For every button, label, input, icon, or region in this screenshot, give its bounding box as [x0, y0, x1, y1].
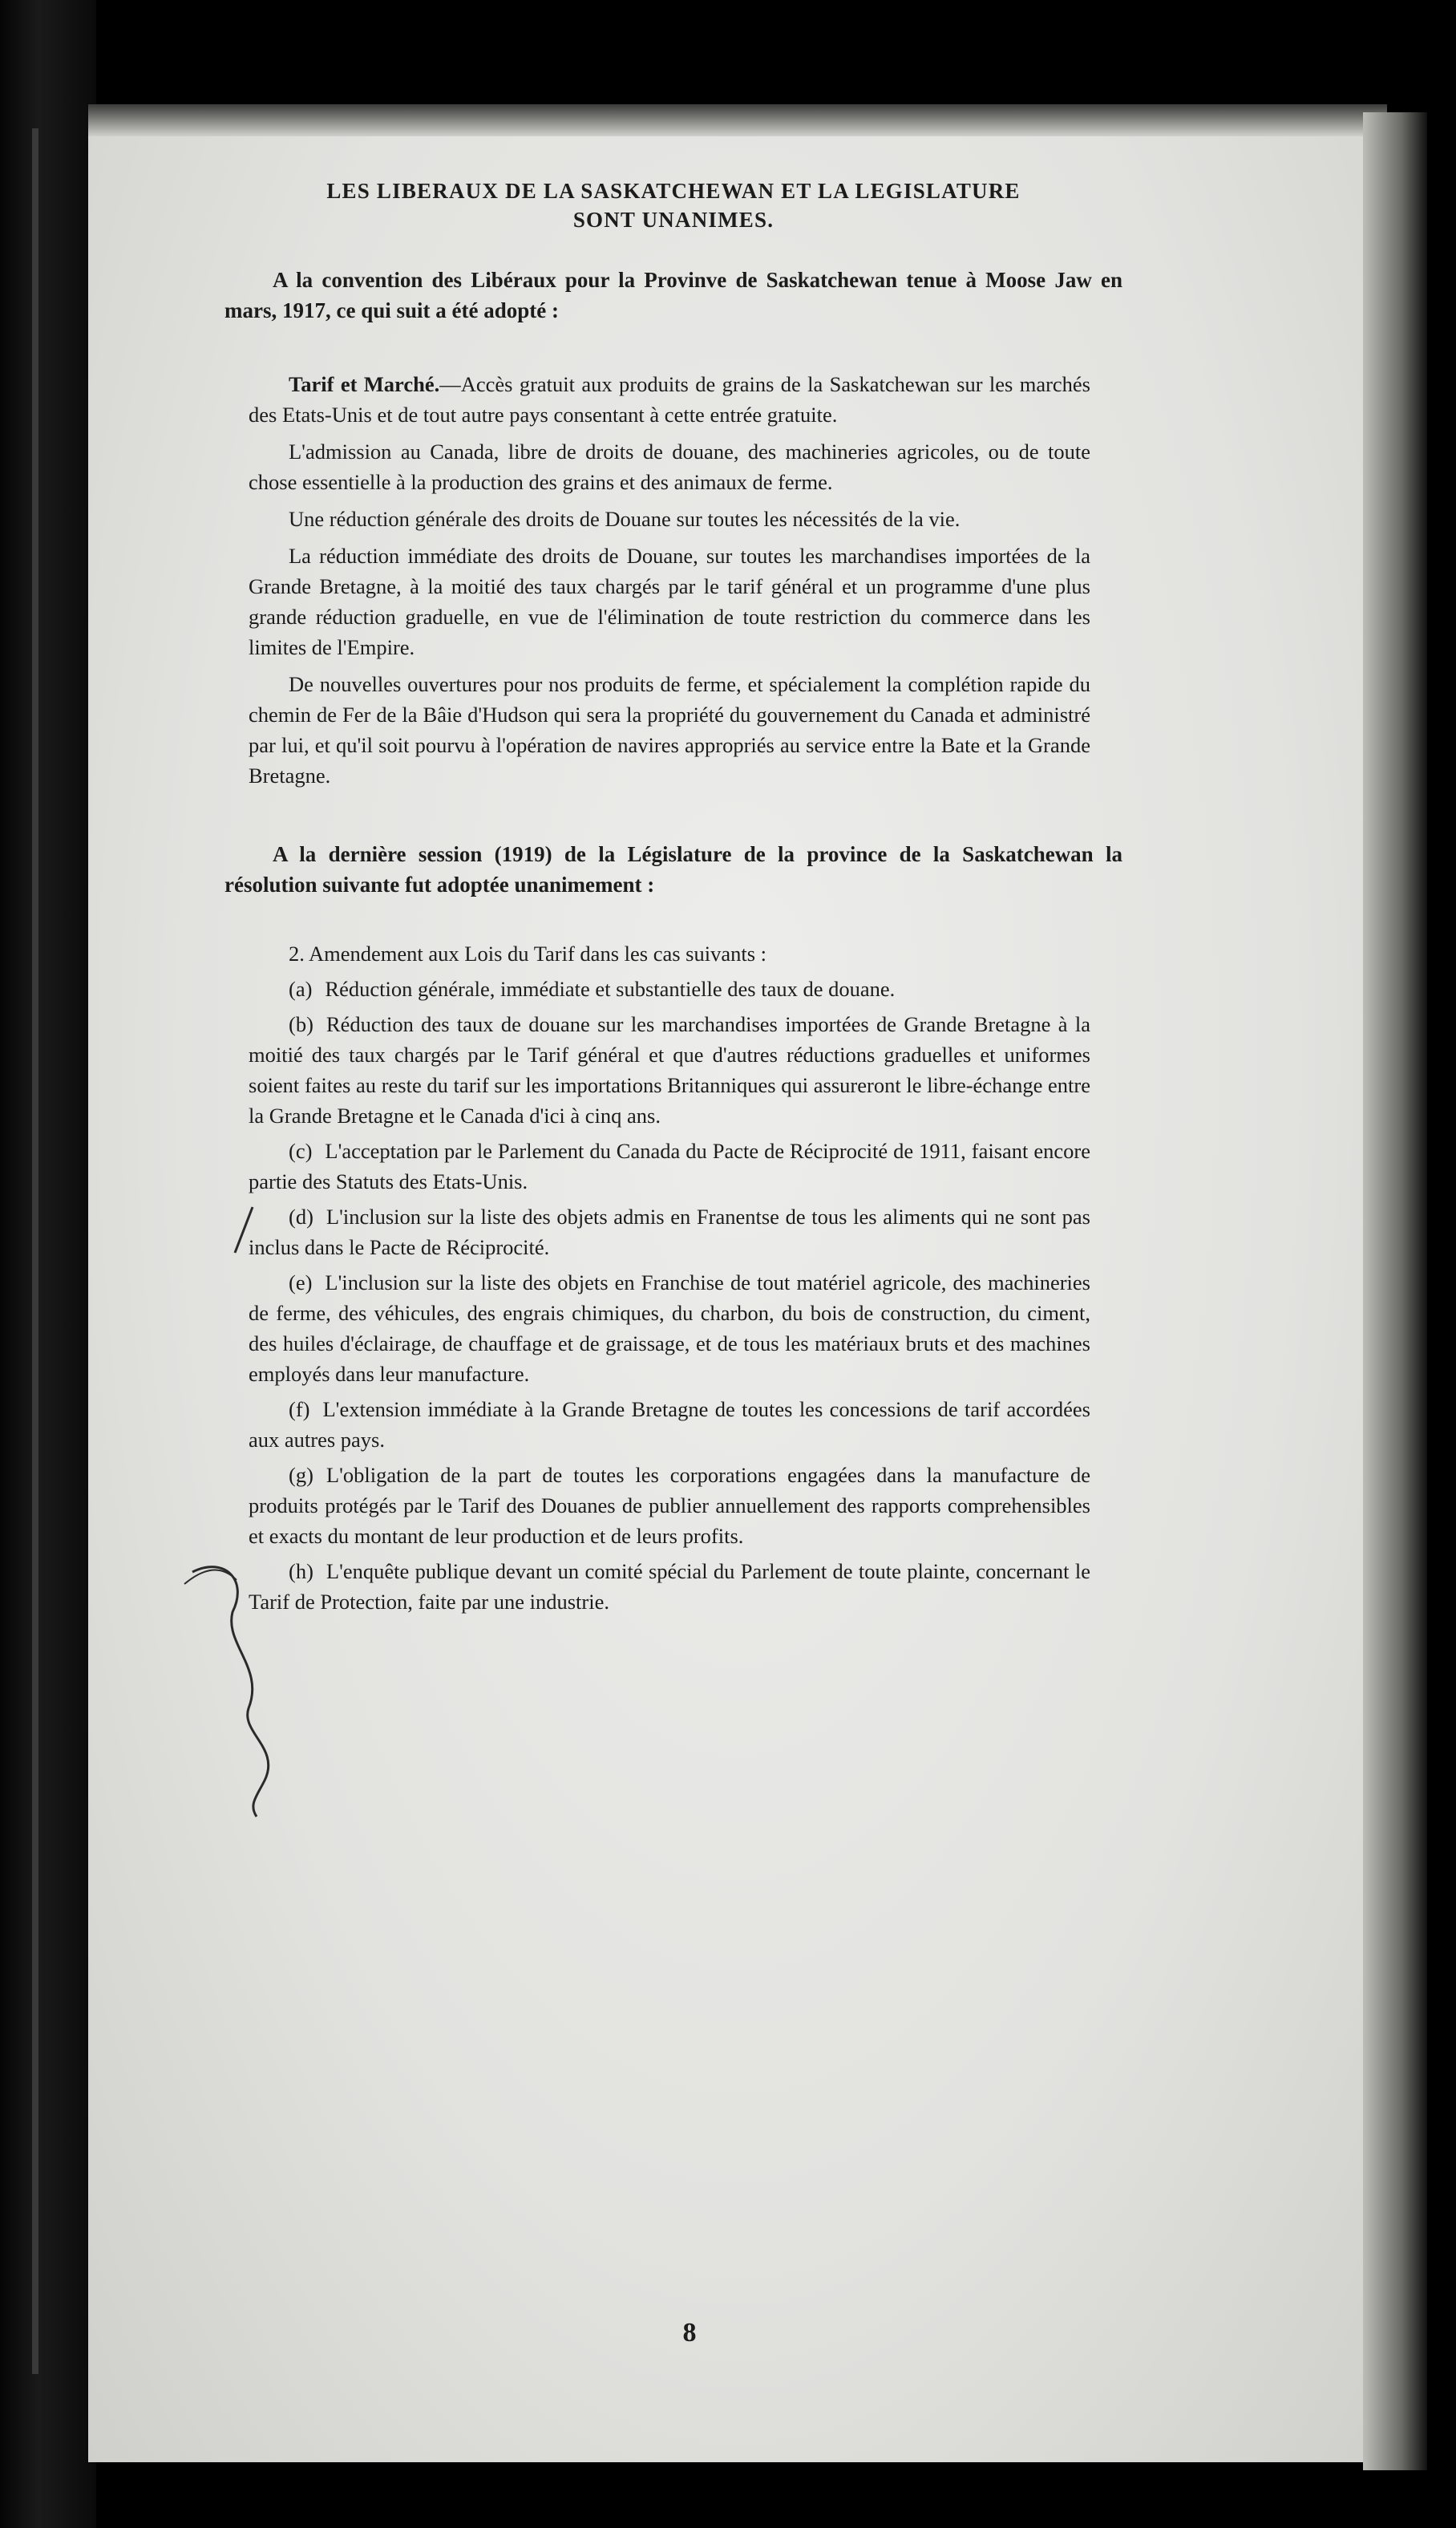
- intro-paragraph-1919: A la dernière session (1919) de la Législature de la province de la Saskatchewan la résolution suivante fut adoptée unanimement :: [224, 842, 1122, 897]
- amendment-item: [249, 974, 1090, 1004]
- resolution-text: De nouvelles ouvertures pour nos produits de ferme, et spécialement la complétion rapide du chemin de Fer de la Bâie d'Hudson qui sera la propriété du gouvernement du Canada et administré par lui, et qu'il soit pourvu à l'opération de navires appropriés au service entre la Bate et la Grande Bretagne.: [249, 672, 1090, 788]
- amendment-text: L'extension immédiate à la Grande Bretagne de toutes les concessions de tarif accordées aux autres pays.: [249, 1397, 1090, 1452]
- resolution-paragraph: [249, 504, 1090, 534]
- intro-paragraph: A la convention des Libéraux pour la Provinve de Saskatchewan tenue à Moose Jaw en mars, 1917, ce qui suit a été adopté :: [224, 268, 1122, 322]
- resolution-text: —Accès gratuit aux produits de grains de la Saskatchewan sur les marchés des Etats-Unis et de tout autre pays consentant à cette entrée gratuite.: [249, 372, 1090, 427]
- film-border-left: [0, 0, 96, 2528]
- document-content: [224, 176, 1122, 1622]
- amendment-text: L'inclusion sur la liste des objets en Franchise de tout matériel agricole, des machineries de ferme, des véhicules, des engrais chimiques, du charbon, du bois de construction, du ciment, des huiles d'éclairage, de chauffage et de graissage, et de tous les matériaux bruts et des machines employés dans leur manufacture.: [249, 1270, 1090, 1386]
- amendment-label: (g): [289, 1463, 313, 1487]
- amendment-label: (d): [289, 1205, 313, 1229]
- amendment-text: L'acceptation par le Parlement du Canada du Pacte de Réciprocité de 1911, faisant encore partie des Statuts des Etats-Unis.: [249, 1139, 1090, 1193]
- resolution-paragraph: [249, 369, 1090, 430]
- amendment-label: (b): [289, 1012, 313, 1036]
- amendment-text: Réduction générale, immédiate et substantielle des taux de douane.: [325, 977, 896, 1001]
- amendment-heading: 2. Amendement aux Lois du Tarif dans les cas suivants :: [289, 942, 767, 966]
- resolution-text: L'admission au Canada, libre de droits de douane, des machineries agricoles, ou de toute chose essentielle à la production des grains et des animaux de ferme.: [249, 440, 1090, 494]
- page-number: 8: [682, 2318, 697, 2348]
- resolutions-1917: [249, 369, 1090, 791]
- amendment-text: Réduction des taux de douane sur les marchandises importées de Grande Bretagne à la moitié des taux chargés par le Tarif général et que d'autres réductions graduelles et uniformes soient faites au reste du tarif sur les importations Britanniques qui assureront le libre-échange entre la Grande Bretagne et le Canada d'ici à cinq ans.: [249, 1012, 1090, 1128]
- amendment-label: (e): [289, 1270, 313, 1294]
- amendment-text: L'obligation de la part de toutes les corporations engagées dans la manufacture de produits protégés par le Tarif des Douanes de publier annuellement des rapports comprehensibles et exacts du montant de leur production et de leurs profits.: [249, 1463, 1090, 1548]
- film-strip-line: [32, 128, 38, 2374]
- amendments-list: [249, 938, 1090, 1617]
- amendment-item: [249, 1394, 1090, 1455]
- amendment-label: (f): [289, 1397, 310, 1421]
- title-line-1: LES LIBERAUX DE LA SASKATCHEWAN ET LA LEGISLATURE: [326, 179, 1021, 203]
- resolution-paragraph: [249, 436, 1090, 497]
- amendment-label: (h): [289, 1559, 313, 1583]
- amendment-item: [249, 1556, 1090, 1617]
- amendment-item: [249, 1201, 1090, 1262]
- title-line-2: SONT UNANIMES.: [572, 208, 775, 232]
- amendment-item: [249, 1460, 1090, 1551]
- document-title: [224, 176, 1122, 234]
- amendment-text: L'inclusion sur la liste des objets admis en Franentse de tous les aliments qui ne sont pas inclus dans le Pacte de Réciprocité.: [249, 1205, 1090, 1259]
- amendment-text: L'enquête publique devant un comité spécial du Parlement de toute plainte, concernant le Tarif de Protection, faite par une industrie.: [249, 1559, 1090, 1614]
- resolution-text: Une réduction générale des droits de Douane sur toutes les nécessités de la vie.: [289, 507, 961, 531]
- resolution-paragraph: [249, 541, 1090, 662]
- amendment-label: (c): [289, 1139, 313, 1163]
- page-top-shadow: [88, 104, 1387, 136]
- resolution-text: La réduction immédiate des droits de Douane, sur toutes les marchandises importées de la Grande Bretagne, à la moitié des taux chargés par le tarif général et un programme d'une plus grande réduction graduelle, en vue de l'élimination de toute restriction du commerce dans les limites de l'Empire.: [249, 544, 1090, 659]
- amendment-item: [249, 1267, 1090, 1389]
- resolution-paragraph: [249, 669, 1090, 791]
- page-right-shadow: [1363, 112, 1427, 2470]
- amendment-label: (a): [289, 977, 313, 1001]
- resolution-lead: Tarif et Marché.: [289, 372, 440, 396]
- amendment-item: [249, 1136, 1090, 1197]
- amendment-item: [249, 1009, 1090, 1131]
